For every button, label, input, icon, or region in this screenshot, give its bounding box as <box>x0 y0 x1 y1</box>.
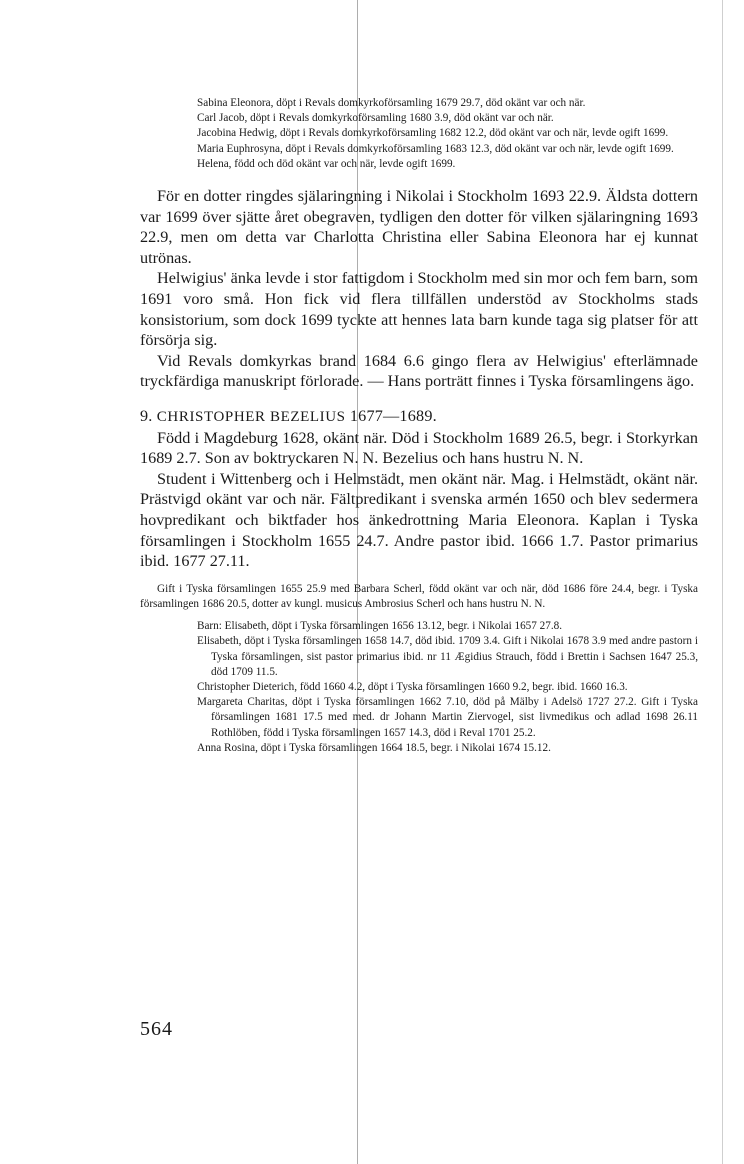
family-entry: Maria Euphrosyna, döpt i Revals domkyrkoförsamling 1683 12.3, död okänt var och när, levde ogift 1699. <box>197 142 674 155</box>
paragraph: Helwigius' änka levde i stor fattigdom i Stockholm med sin mor och fem barn, som 1691 voro små. Hon fick vid flera tillfällen understöd av Stockholms stads konsistorium, som dock 1699 tyckte att hennes lata barn kunde taga sig platser för att försörja sig. <box>140 269 698 350</box>
child-entry: Barn: Elisabeth, döpt i Tyska församlingen 1656 13.12, begr. i Nikolai 1657 27.8. <box>197 620 563 633</box>
children-list <box>140 619 698 756</box>
biography-section-1 <box>140 186 698 392</box>
entry-name: CHRISTOPHER BEZELIUS <box>156 408 346 425</box>
page-edge-line <box>722 0 723 1164</box>
paragraph: Student i Wittenberg och i Helmstädt, men okänt när. Mag. i Helmstädt, okänt när. Prästvigd okänt var och när. Fältpredikant i svenska armén 1650 och blev sedermera hovpredikant och biktfader hos änkedrottning Maria Eleonora. Kaplan i Tyska församlingen i Stockholm 1655 24.7. Andre pastor ibid. 1666 1.7. Pastor primarius ibid. 1677 27.11. <box>140 469 698 571</box>
paragraph: Vid Revals domkyrkas brand 1684 6.6 gingo flera av Helwigius' efterlämnade tryckfärdiga manuskript förlorade. — Hans porträtt finnes i Tyska församlingens ägo. <box>140 351 698 391</box>
child-entry: Margareta Charitas, döpt i Tyska församlingen 1662 7.10, död på Mälby i Adelsö 1727 27.2. Gift i Tyska församlingen 1681 17.5 med med. dr Johann Martin Ziervogel, sist livmedikus och adlad 1698 26.11 Rothlöben, född i Tyska församlingen 1657 14.3, död i Reval 1701 25.2. <box>197 696 698 739</box>
family-entry: Sabina Eleonora, döpt i Revals domkyrkoförsamling 1679 29.7, död okänt var och när. <box>197 97 586 109</box>
paragraph: För en dotter ringdes själaringning i Nikolai i Stockholm 1693 22.9. Äldsta dottern var 1699 över sjätte året obegraven, tydligen den dotter för vilken själaringning 1693 22.9, men om detta var Charlotta Christina eller Sabina Eleonora har ej kunnat utrönas. <box>140 187 698 267</box>
page-number: 564 <box>140 1018 173 1040</box>
biography-section-2 <box>140 428 698 572</box>
entry-heading <box>140 406 698 428</box>
family-entry: Carl Jacob, döpt i Revals domkyrkoförsamling 1680 3.9, död okänt var och när. <box>197 112 554 125</box>
entry-number: 9. <box>140 406 153 425</box>
marriage-text: Gift i Tyska församlingen 1655 25.9 med Barbara Scherl, född okänt var och när, död 1686 före 24.4, begr. i Tyska församlingen 1686 20.5, dotter av kungl. musicus Ambrosius Scherl och hans hustru N. N. <box>140 582 698 610</box>
page-text <box>140 96 698 756</box>
child-entry: Christopher Dieterich, född 1660 4.2, döpt i Tyska församlingen 1660 9.2, begr. ibid. 1660 16.3. <box>197 680 628 693</box>
child-entry: Elisabeth, döpt i Tyska församlingen 1658 14.7, död ibid. 1709 3.4. Gift i Nikolai 1678 3.9 med andre pastorn i Tyska församlingen, sist pastor primarius ibid. nr 11 Ægidius Strauch, född i Brettin i Sachsen 1647 25.3, död 1709 11.5. <box>197 635 698 678</box>
family-entry: Jacobina Hedwig, döpt i Revals domkyrkoförsamling 1682 12.2, död okänt var och när, levde ogift 1699. <box>197 127 669 140</box>
child-entry: Anna Rosina, döpt i Tyska församlingen 1664 18.5, begr. i Nikolai 1674 15.12. <box>197 741 551 754</box>
marriage-note <box>140 582 698 612</box>
family-list <box>197 96 698 172</box>
family-entry: Helena, född och död okänt var och när, levde ogift 1699. <box>197 157 456 170</box>
paragraph: Född i Magdeburg 1628, okänt när. Död i Stockholm 1689 26.5, begr. i Storkyrkan 1689 2.7. Son av boktryckaren N. N. Bezelius och hans hustru N. N. <box>140 428 698 468</box>
entry-years: 1677—1689. <box>349 406 437 425</box>
